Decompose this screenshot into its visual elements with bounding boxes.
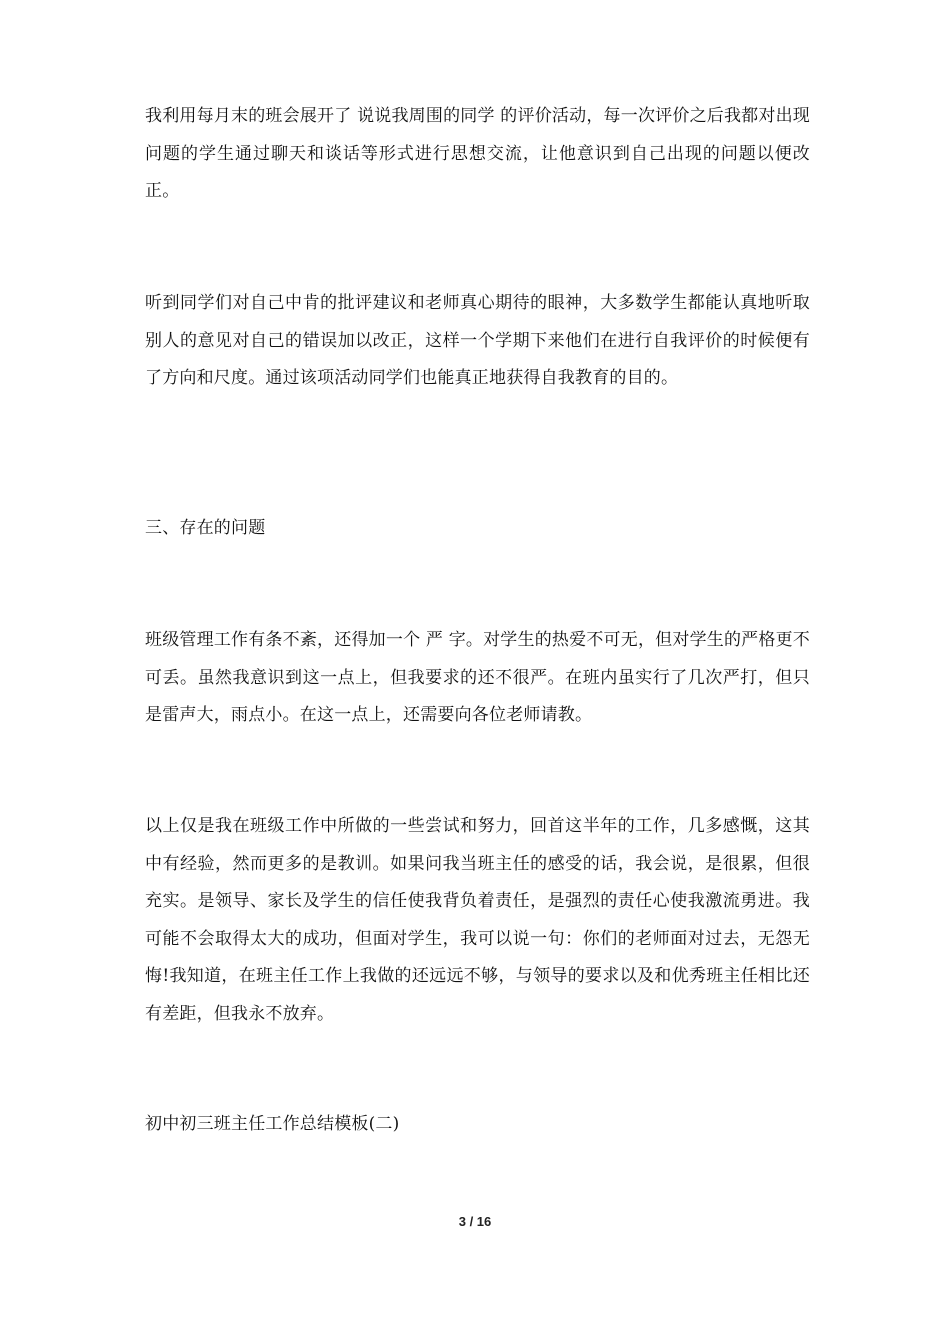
section-heading-problems: 三、存在的问题 [145,518,266,538]
paragraph-strictness: 班级管理工作有条不紊，还得加一个 严 字。对学生的热爱不可无，但对学生的严格更不可丢。虽然我意识到这一点上，但我要求的还不很严。在班内虽实行了几次严打，但只是雷声大，雨点小。在这一点上，还需要向各位老师请教。 [145,630,810,725]
paragraph-peer-evaluation: 我利用每月末的班会展开了 说说我周围的同学 的评价活动，每一次评价之后我都对出现问题的学生通过聊天和谈话等形式进行思想交流，让他意识到自己出现的问题以便改正。 [145,106,810,201]
section-heading-template-two: 初中初三班主任工作总结模板(二) [145,1114,400,1134]
paragraph-conclusion: 以上仅是我在班级工作中所做的一些尝试和努力，回首这半年的工作，几多感慨，这其中有经验，然而更多的是教训。如果问我当班主任的感受的话，我会说，是很累，但很充实。是领导、家长及学生的信任使我背负着责任，是强烈的责任心使我激流勇进。我可能不会取得太大的成功，但面对学生，我可以说一句：你们的老师面对过去，无怨无悔!我知道，在班主任工作上我做的还远远不够，与领导的要求以及和优秀班主任相比还有差距，但我永不放弃。 [145,816,810,1024]
page-number: 3 / 16 [458,1214,492,1229]
paragraph-self-evaluation: 听到同学们对自己中肯的批评建议和老师真心期待的眼神，大多数学生都能认真地听取别人的意见对自己的错误加以改正，这样一个学期下来他们在进行自我评价的时候便有了方向和尺度。通过该项活动同学们也能真正地获得自我教育的目的。 [145,293,810,388]
